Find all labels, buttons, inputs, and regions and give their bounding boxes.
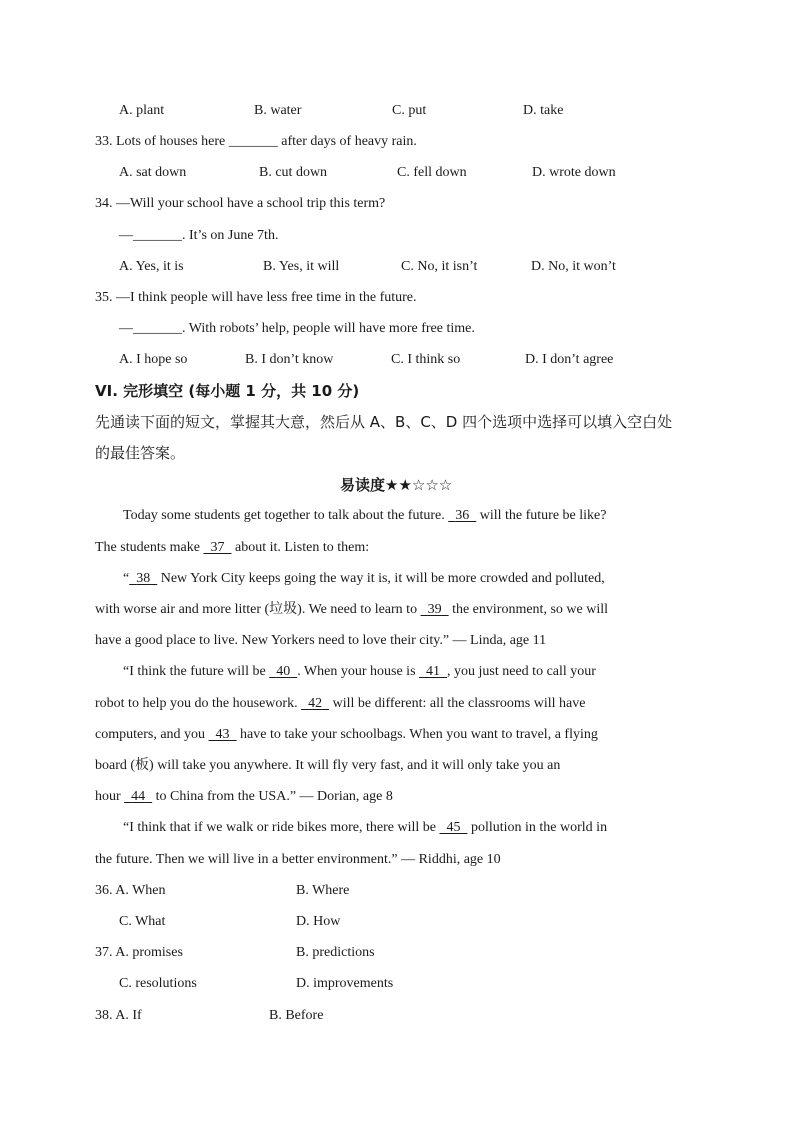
passage-line: [95, 601, 608, 619]
passage-line: [95, 695, 585, 713]
passage-line: [123, 663, 596, 681]
blank-41: 41: [426, 664, 441, 679]
q34-option-d: D. No, it won’t: [531, 259, 616, 274]
q33-option-b: B. cut down: [259, 165, 328, 180]
q37-option-b: B. predictions: [296, 945, 375, 960]
passage-line: [123, 507, 606, 525]
passage-text: with worse air and more litter (垃圾). We need to learn to: [95, 602, 418, 617]
passage-line: have a good place to live. New Yorkers need to love their city.” — Linda, age 11: [95, 633, 547, 648]
q34-option-b: B. Yes, it will: [263, 259, 340, 274]
passage-text: the environment, so we will: [452, 602, 608, 617]
blank-36: 36: [455, 508, 470, 523]
q36-option-c: C. What: [119, 914, 166, 929]
passage-text: pollution in the world in: [470, 820, 608, 835]
q33-stem: 33. Lots of houses here _______ after days of heavy rain.: [95, 134, 417, 149]
q35-option-c: C. I think so: [391, 352, 461, 367]
q32-option-d: D. take: [523, 103, 564, 118]
q35-stem: 35. —I think people will have less free time in the future.: [95, 290, 417, 305]
passage-text: robot to help you do the housework.: [95, 696, 298, 711]
q33-option-a: A. sat down: [119, 165, 187, 180]
section-instructions-line1: 先通读下面的短文，掌握其大意，然后从 A、B、C、D 四个选项中选择可以填入空白处: [95, 413, 673, 431]
passage-text: about it. Listen to them:: [234, 540, 370, 555]
q34-reply: —_______. It’s on June 7th.: [119, 228, 279, 243]
passage-line: [123, 819, 607, 837]
passage-text: hour: [95, 789, 121, 804]
q36-option-b: B. Where: [296, 883, 350, 898]
difficulty-rating: 易读度★★☆☆☆: [340, 476, 453, 494]
passage-line: board (板) will take you anywhere. It will fly very fast, and it will only take you an: [95, 758, 561, 773]
passage-text: New York City keeps going the way it is, it will be more crowded and polluted,: [160, 571, 605, 586]
passage-line: the future. Then we will live in a better environment.” — Riddhi, age 10: [95, 852, 501, 867]
passage-line: [123, 570, 605, 588]
blank-39: 39: [427, 602, 442, 617]
q36-option-a: 36. A. When: [95, 883, 166, 898]
blank-45: 45: [446, 820, 461, 835]
q32-option-b: B. water: [254, 103, 302, 118]
q34-stem: 34. —Will your school have a school trip this term?: [95, 196, 386, 211]
q38-option-b: B. Before: [269, 1008, 324, 1023]
passage-line: [95, 726, 598, 744]
blank-44: 44: [131, 789, 146, 804]
passage-text: “I think that if we walk or ride bikes more, there will be: [123, 820, 436, 835]
passage-line: [95, 539, 369, 557]
passage-text: . When your house is: [297, 664, 416, 679]
blank-42: 42: [308, 696, 323, 711]
q33-option-d: D. wrote down: [532, 165, 616, 180]
passage-text: computers, and you: [95, 727, 206, 742]
q38-option-a: 38. A. If: [95, 1008, 142, 1023]
blank-38: 38: [136, 571, 151, 586]
passage-text: to China from the USA.” — Dorian, age 8: [155, 789, 393, 804]
q32-option-a: A. plant: [119, 103, 165, 118]
q37-option-a: 37. A. promises: [95, 945, 183, 960]
blank-37: 37: [210, 540, 225, 555]
q35-option-a: A. I hope so: [119, 352, 188, 367]
q34-option-c: C. No, it isn’t: [401, 259, 478, 274]
q37-option-d: D. improvements: [296, 976, 394, 991]
blank-43: 43: [215, 727, 230, 742]
passage-text: , you just need to call your: [447, 664, 596, 679]
passage-text: “I think the future will be: [123, 664, 266, 679]
q33-option-c: C. fell down: [397, 165, 467, 180]
q34-option-a: A. Yes, it is: [119, 259, 184, 274]
passage-text: The students make: [95, 540, 200, 555]
q37-option-c: C. resolutions: [119, 976, 197, 991]
q35-reply: —_______. With robots’ help, people will have more free time.: [119, 321, 475, 336]
q32-option-c: C. put: [392, 103, 427, 118]
q35-option-d: D. I don’t agree: [525, 352, 614, 367]
passage-text: “: [123, 571, 130, 586]
passage-line: [95, 788, 393, 806]
passage-text: will the future be like?: [479, 508, 607, 523]
q35-option-b: B. I don’t know: [245, 352, 334, 367]
q36-option-d: D. How: [296, 914, 341, 929]
blank-40: 40: [276, 664, 291, 679]
passage-text: have to take your schoolbags. When you want to travel, a flying: [240, 727, 598, 742]
passage-text: Today some students get together to talk about the future.: [123, 508, 445, 523]
section-heading: VI. 完形填空 (每小题 1 分，共 10 分): [95, 382, 360, 400]
passage-text: will be different: all the classrooms will have: [332, 696, 586, 711]
section-instructions-line2: 的最佳答案。: [95, 444, 186, 462]
